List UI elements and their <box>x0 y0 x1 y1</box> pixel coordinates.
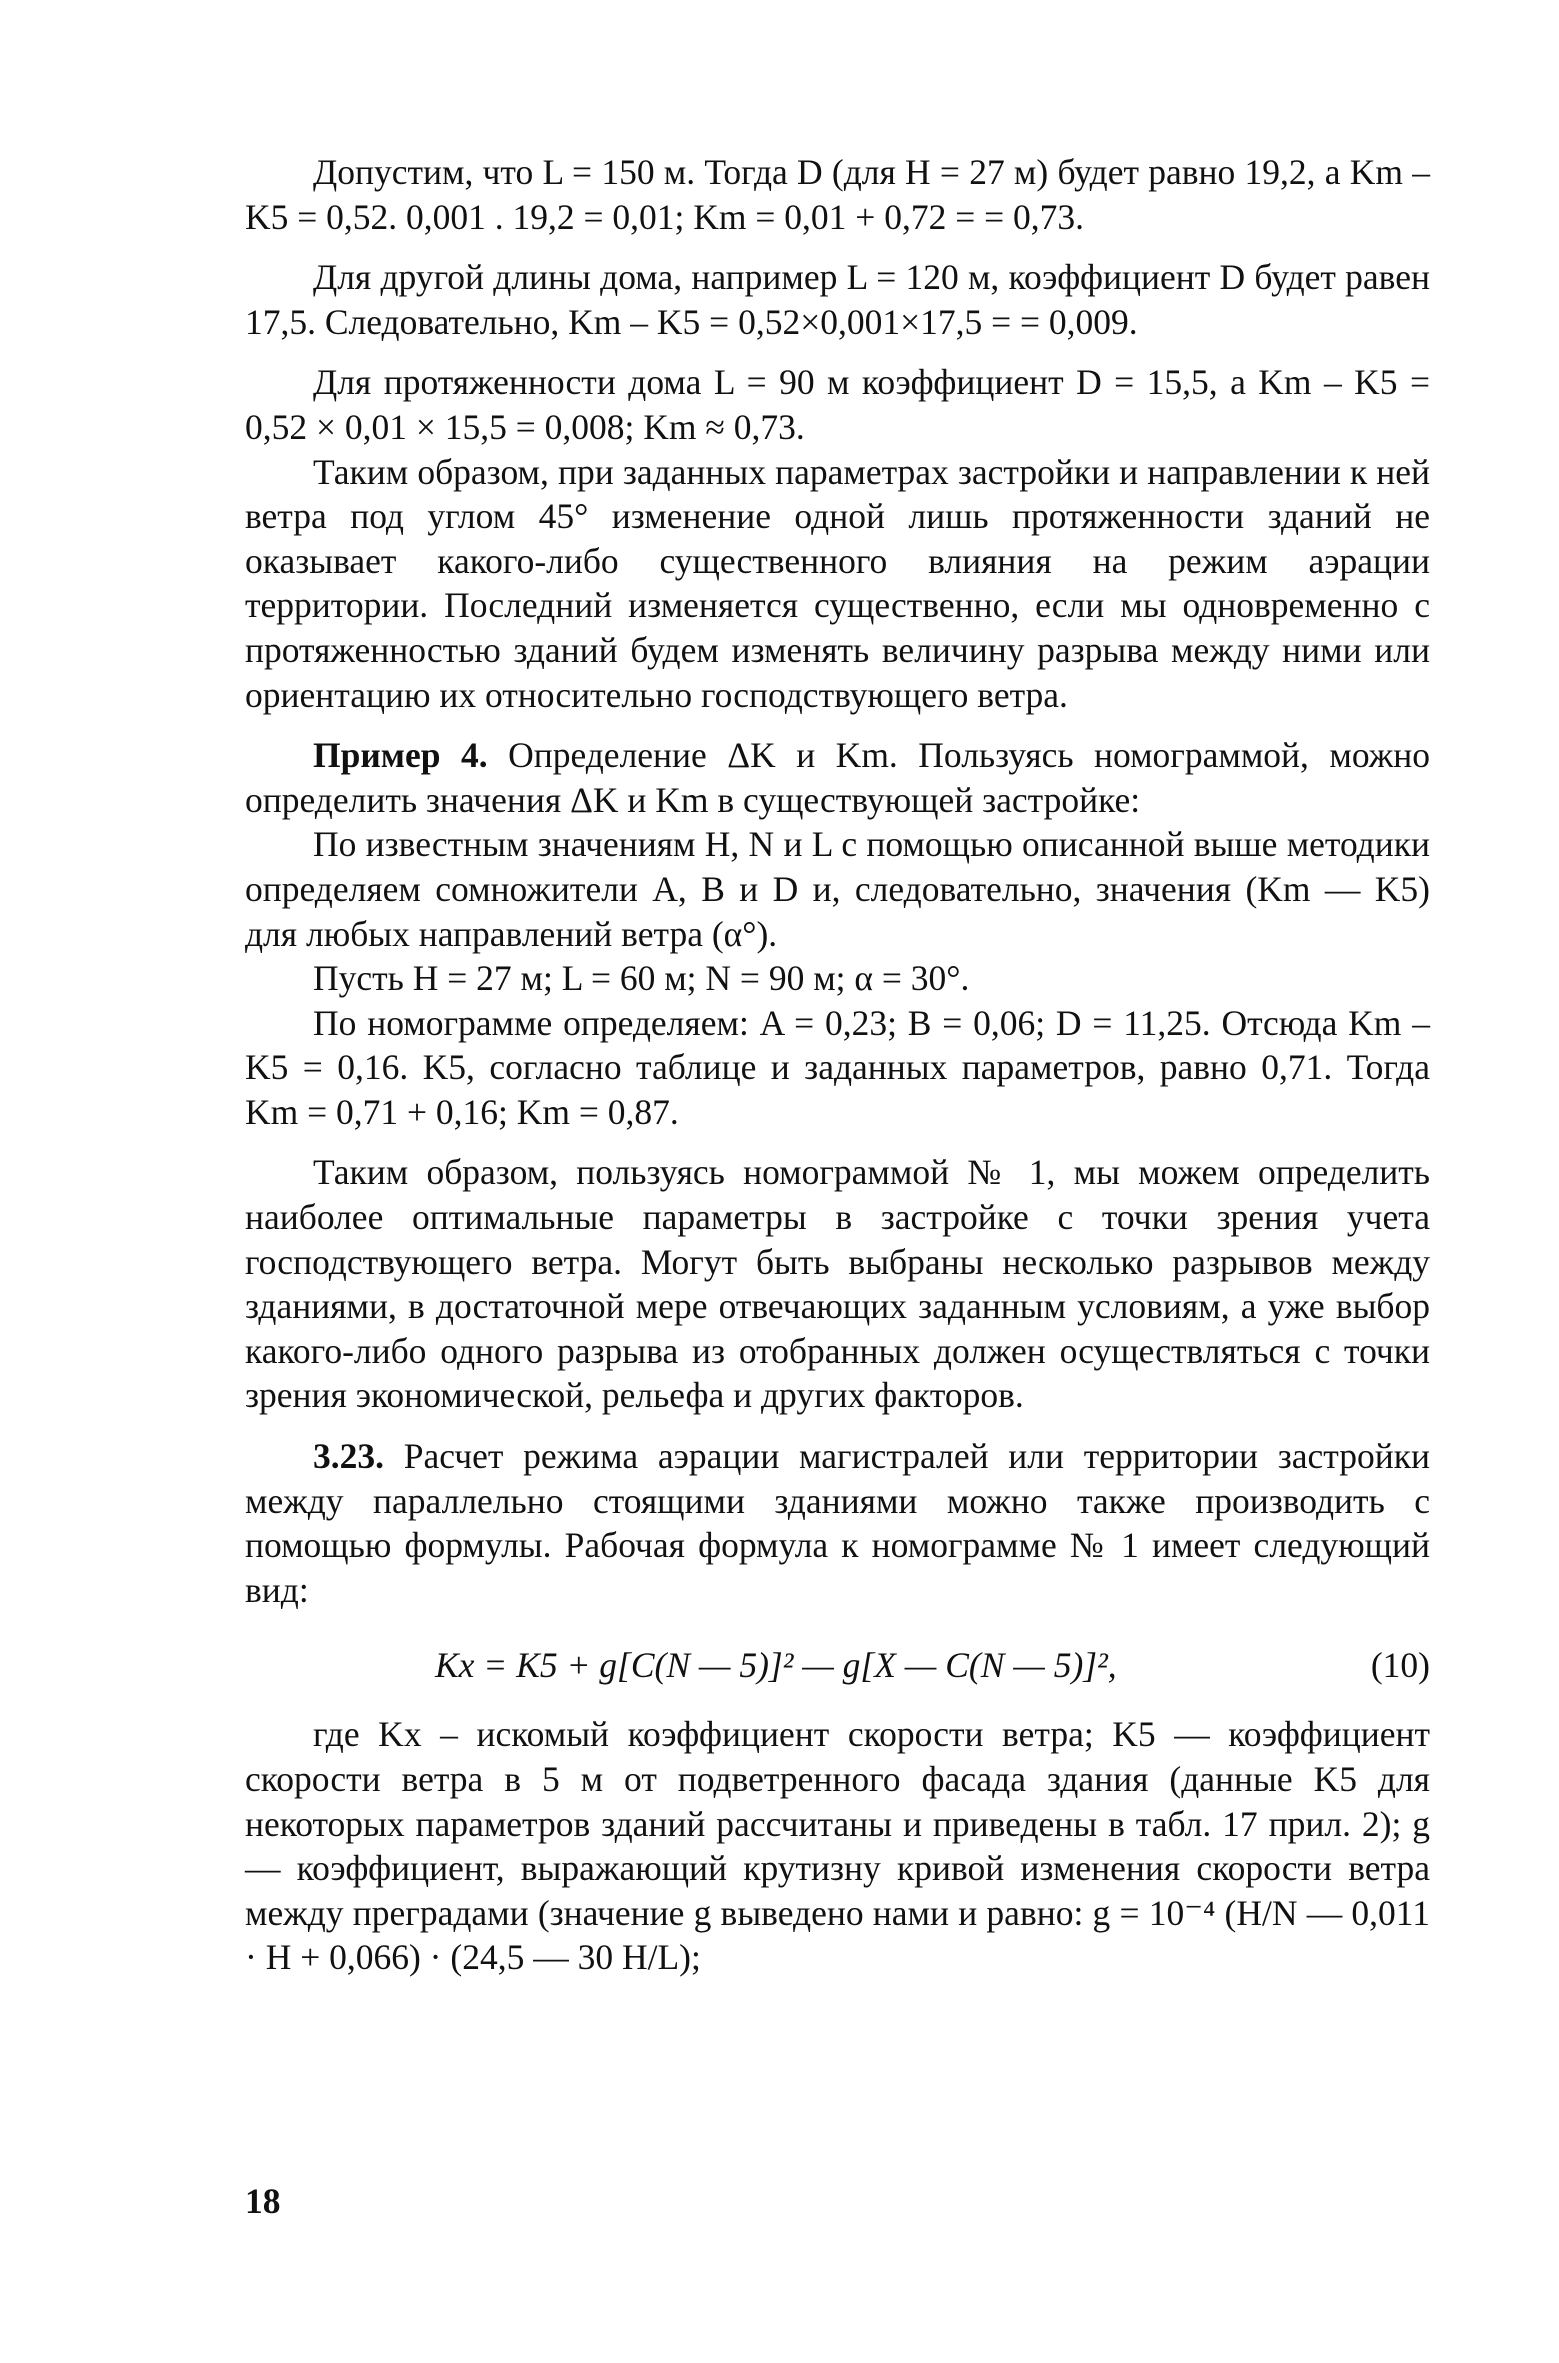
paragraph: Таким образом, пользуясь номограммой № 1, мы можем определить наиболее оптимальные параметры в застройке с точки зрения учета господствующего ветра. Могут быть выбраны несколько разрывов между зданиями, в достаточной мере отвечающих заданным условиям, а уже выбор какого-либо одного разрыва из отобранных должен осуществляться с точки зрения экономической, рельефа и других факторов. <box>245 1152 1430 1416</box>
page-number: 18 <box>245 2181 281 2221</box>
paragraph: где Kx – искомый коэффициент скорости ветра; K5 — коэффициент скорости ветра в 5 м от подветренного фасада здания (данные K5 для некоторых параметров зданий рассчитаны и приведены в табл. 17 прил. 2); g — коэффициент, выражающий крутизну кривой изменения скорости ветра между преградами (значение g выведено нами и равно: g = 10⁻⁴ (H/N — 0,011 · H + 0,066) · (24,5 — 30 H/L); <box>245 1714 1430 1978</box>
paragraph: По номограмме определяем: A = 0,23; B = 0,06; D = 11,25. Отсюда Km – K5 = 0,16. K5, согласно таблице и заданных параметров, равно 0,71. Тогда Km = 0,71 + 0,16; Km = 0,87. <box>245 1002 1430 1132</box>
formula-number: (10) <box>1370 1645 1430 1686</box>
example-label: Пример 4. <box>313 735 488 776</box>
paragraph: Допустим, что L = 150 м. Тогда D (для H = 27 м) будет равно 19,2, а Km – K5 = 0,52. 0,001 . 19,2 = 0,01; Km = 0,01 + 0,72 = = 0,73. <box>245 152 1430 237</box>
page-body <box>245 150 1430 1980</box>
section-label: 3.23. <box>313 1436 384 1477</box>
paragraph: По известным значениям H, N и L с помощью описанной выше методики определяем сомножители A, B и D и, следовательно, значения (Km — K5) для любых направлений ветра (α°). <box>245 824 1430 954</box>
paragraph: Таким образом, при заданных параметрах застройки и направлении к ней ветра под углом 45° изменение одной лишь протяженности зданий не оказывает какого-либо существенного влияния на режим аэрации территории. Последний изменяется существенно, если мы одновременно с протяженностью зданий будем изменять величину разрыва между ними или ориентацию их относительно господствующего ветра. <box>245 451 1430 715</box>
formula-expression: Kx = K5 + g[C(N — 5)]² — g[X — C(N — 5)]², <box>435 1645 1117 1686</box>
formula <box>245 1642 1430 1688</box>
example-paragraph <box>245 733 1430 822</box>
section-paragraph <box>245 1434 1430 1612</box>
paragraph: Для протяженности дома L = 90 м коэффициент D = 15,5, а Km – K5 = 0,52 × 0,01 × 15,5 = 0,008; Km ≈ 0,73. <box>245 362 1430 447</box>
paragraph: Пусть H = 27 м; L = 60 м; N = 90 м; α = 30°. <box>313 958 970 999</box>
paragraph: Для другой длины дома, например L = 120 м, коэффициент D будет равен 17,5. Следовательно, Km – K5 = 0,52×0,001×17,5 = = 0,009. <box>245 257 1430 342</box>
example-text: Определение ΔK и Km. Пользуясь номограммой, можно определить значения ΔK и Km в существующей застройке: <box>245 735 1430 820</box>
section-text: Расчет режима аэрации магистралей или территории застройки между параллельно стоящими зданиями можно также производить с помощью формулы. Рабочая формула к номограмме № 1 имеет следующий вид: <box>245 1436 1430 1610</box>
